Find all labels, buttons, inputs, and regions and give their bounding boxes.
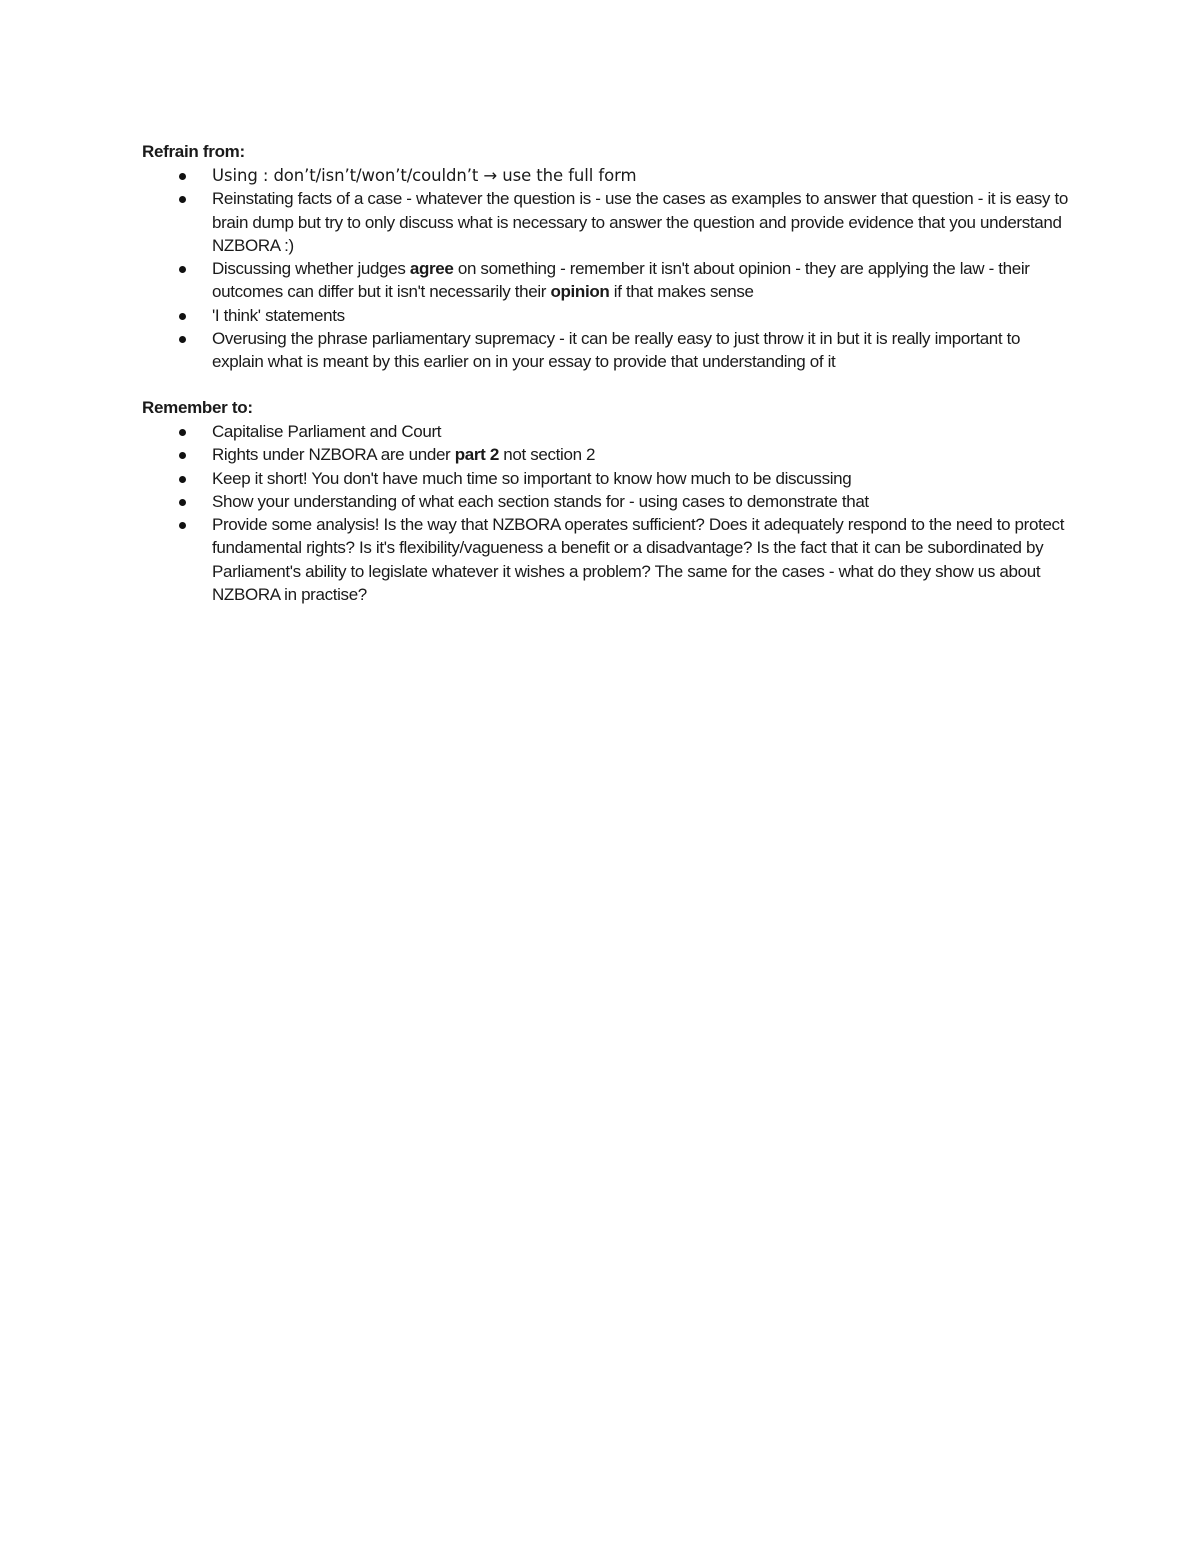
bullet-list bbox=[142, 420, 1072, 606]
list-item bbox=[142, 420, 1072, 443]
list-item-text: Discussing whether judges bbox=[212, 259, 410, 279]
list-item-text: Show your understanding of what each section stands for - using cases to demonstrate that bbox=[212, 491, 869, 511]
list-item-text: Using : don’t/isn’t/won’t/couldn’t → use the full form bbox=[212, 166, 637, 185]
bullet-icon bbox=[179, 313, 186, 320]
remember-to-section bbox=[142, 396, 1072, 606]
list-item bbox=[142, 187, 1072, 257]
refrain-from-section bbox=[142, 140, 1072, 374]
list-item-text: 'I think' statements bbox=[212, 305, 345, 325]
list-item bbox=[142, 490, 1072, 513]
emphasis-text: part 2 bbox=[454, 445, 499, 465]
bullet-list bbox=[142, 164, 1072, 374]
bullet-icon bbox=[179, 452, 186, 459]
bullet-icon bbox=[179, 522, 186, 529]
list-item bbox=[142, 304, 1072, 327]
list-item bbox=[142, 467, 1072, 490]
list-item-text: not section 2 bbox=[498, 445, 596, 465]
list-item-text: if that makes sense bbox=[609, 282, 754, 302]
section-heading: Refrain from: bbox=[142, 142, 245, 161]
section-heading: Remember to: bbox=[142, 398, 253, 417]
list-item-text: Keep it short! You don't have much time so important to know how much to be discussing bbox=[212, 468, 852, 488]
list-item-text: Rights under NZBORA are under bbox=[212, 445, 455, 465]
bullet-icon bbox=[179, 336, 186, 343]
list-item-text: Provide some analysis! Is the way that NZBORA operates sufficient? Does it adequately respond to the need to protect fundamental rights? Is it's flexibility/vagueness a benefit or a disadvantage? Is the fact that it can be subordinated by Parliament's ability to legislate whatever it wishes a problem? The same for the cases - what do they show us about NZBORA in practise? bbox=[212, 515, 1065, 605]
list-item bbox=[142, 443, 1072, 466]
list-item bbox=[142, 327, 1072, 374]
bullet-icon bbox=[179, 476, 186, 483]
bullet-icon bbox=[179, 266, 186, 273]
list-item-text: on something - remember it isn't about opinion - they are applying the law - their outcomes can differ but it isn't necessarily their bbox=[212, 259, 1030, 302]
emphasis-text: agree bbox=[409, 259, 454, 279]
bullet-icon bbox=[179, 499, 186, 506]
list-item bbox=[142, 513, 1072, 606]
list-item bbox=[142, 257, 1072, 304]
list-item-text: Overusing the phrase parliamentary supremacy - it can be really easy to just throw it in but it is really important to explain what is meant by this earlier on in your essay to provide that understanding of it bbox=[212, 329, 1021, 372]
list-item bbox=[142, 164, 1072, 187]
bullet-icon bbox=[179, 429, 186, 436]
bullet-icon bbox=[179, 173, 186, 180]
list-item-text: Reinstating facts of a case - whatever the question is - use the cases as examples to answer that question - it is easy to brain dump but try to only discuss what is necessary to answer the question and provide evidence that you understand NZBORA :) bbox=[212, 189, 1068, 255]
bullet-icon bbox=[179, 196, 186, 203]
list-item-text: Capitalise Parliament and Court bbox=[212, 422, 442, 441]
emphasis-text: opinion bbox=[550, 282, 610, 302]
